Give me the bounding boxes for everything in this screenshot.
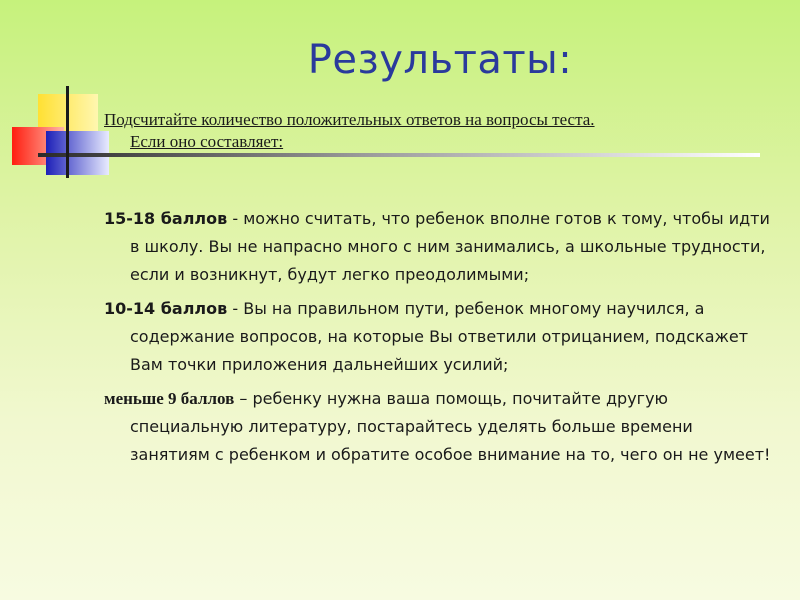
intro-line-2: Если оно составляет: xyxy=(130,132,284,151)
result-item-10-14 xyxy=(104,295,774,379)
results-list xyxy=(104,205,774,475)
red-square xyxy=(12,127,64,165)
result-separator: - xyxy=(227,299,244,318)
result-term: меньше 9 баллов xyxy=(104,389,235,408)
result-item-less-9 xyxy=(104,385,774,469)
page-title: Результаты: xyxy=(307,37,573,83)
blue-square xyxy=(46,131,109,175)
result-separator: – xyxy=(234,389,253,408)
result-text: можно считать, что ребенок вполне готов к тому, чтобы идти в школу. Вы не напрасно много с ним занимались, а школьные трудности, если и возникнут, будут легко преодолимыми; xyxy=(130,209,770,284)
result-separator: - xyxy=(227,209,244,228)
divider-line xyxy=(38,153,760,157)
yellow-square xyxy=(38,94,98,132)
result-item-15-18 xyxy=(104,205,774,289)
vertical-line xyxy=(66,86,69,178)
result-text: ребенку нужна ваша помощь, почитайте другую специальную литературу, постарайтесь уделять больше времени занятиям с ребенком и обратите особое внимание на то, чего он не умеет! xyxy=(130,389,771,464)
result-text: Вы на правильном пути, ребенок многому научился, а содержание вопросов, на которые Вы ответили отрицанием, подскажет Вам точки приложения дальнейших усилий; xyxy=(130,299,749,374)
result-term: 10-14 баллов xyxy=(104,299,228,318)
result-term: 15-18 баллов xyxy=(104,209,228,228)
intro-text xyxy=(104,109,764,153)
intro-line-1: Подсчитайте количество положительных ответов на вопросы теста. xyxy=(104,110,595,129)
